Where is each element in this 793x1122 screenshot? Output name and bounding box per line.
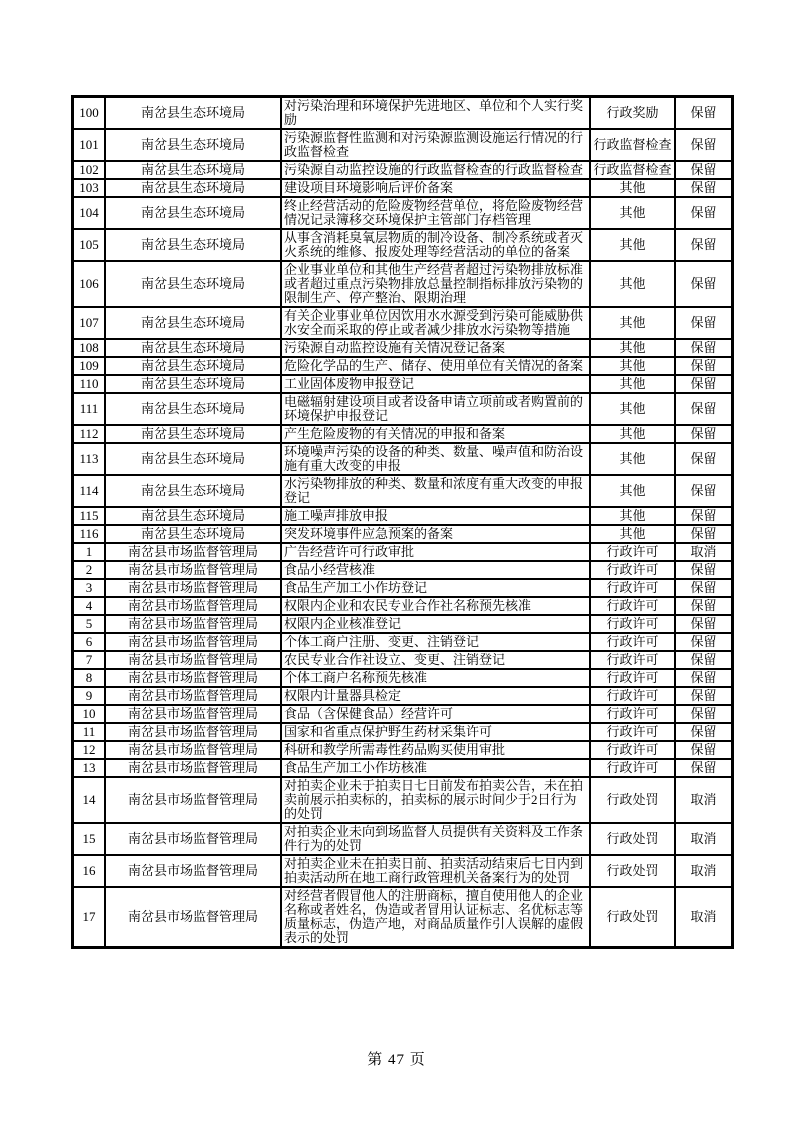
category-cell: 行政处罚	[590, 855, 675, 887]
row-number-cell: 111	[73, 393, 105, 425]
department-cell: 南岔县市场监督管理局	[105, 543, 281, 561]
table-row	[73, 669, 732, 687]
row-number-cell: 10	[73, 705, 105, 723]
table-row	[73, 375, 732, 393]
category-cell: 行政许可	[590, 561, 675, 579]
decision-cell: 保留	[675, 129, 732, 161]
row-number-cell: 2	[73, 561, 105, 579]
category-cell: 行政奖励	[590, 97, 675, 129]
category-cell: 行政许可	[590, 543, 675, 561]
item-description-cell: 产生危险废物的有关情况的申报和备案	[281, 425, 590, 443]
row-number-cell: 14	[73, 777, 105, 823]
item-description-cell: 水污染物排放的种类、数量和浓度有重大改变的申报登记	[281, 475, 590, 507]
table-body	[73, 97, 732, 947]
department-cell: 南岔县生态环境局	[105, 307, 281, 339]
decision-cell: 保留	[675, 339, 732, 357]
category-cell: 行政许可	[590, 705, 675, 723]
item-description-cell: 食品（含保健食品）经营许可	[281, 705, 590, 723]
row-number-cell: 103	[73, 179, 105, 197]
department-cell: 南岔县生态环境局	[105, 229, 281, 261]
department-cell: 南岔县市场监督管理局	[105, 777, 281, 823]
item-description-cell: 终止经营活动的危险废物经营单位，将危险废物经营情况记录簿移交环境保护主管部门存档管理	[281, 197, 590, 229]
row-number-cell: 115	[73, 507, 105, 525]
decision-cell: 保留	[675, 179, 732, 197]
item-description-cell: 企业事业单位和其他生产经营者超过污染物排放标准或者超过重点污染物排放总量控制指标排放污染物的限制生产、停产整治、限期治理	[281, 261, 590, 307]
department-cell: 南岔县生态环境局	[105, 507, 281, 525]
row-number-cell: 100	[73, 97, 105, 129]
decision-cell: 保留	[675, 597, 732, 615]
item-description-cell: 个体工商户名称预先核准	[281, 669, 590, 687]
department-cell: 南岔县生态环境局	[105, 357, 281, 375]
table-row	[73, 615, 732, 633]
table-row	[73, 179, 732, 197]
table-row	[73, 597, 732, 615]
decision-cell: 取消	[675, 823, 732, 855]
item-description-cell: 电磁辐射建设项目或者设备申请立项前或者购置前的环境保护申报登记	[281, 393, 590, 425]
table-row	[73, 161, 732, 179]
department-cell: 南岔县生态环境局	[105, 475, 281, 507]
item-description-cell: 国家和省重点保护野生药材采集许可	[281, 723, 590, 741]
page-number: 第 47 页	[367, 1052, 426, 1068]
table-row	[73, 339, 732, 357]
item-description-cell: 食品生产加工小作坊登记	[281, 579, 590, 597]
decision-cell: 保留	[675, 393, 732, 425]
table-row	[73, 777, 732, 823]
category-cell: 行政许可	[590, 669, 675, 687]
category-cell: 其他	[590, 475, 675, 507]
row-number-cell: 8	[73, 669, 105, 687]
item-description-cell: 广告经营许可行政审批	[281, 543, 590, 561]
department-cell: 南岔县市场监督管理局	[105, 579, 281, 597]
item-description-cell: 对拍卖企业未于拍卖日七日前发布拍卖公告，未在拍卖前展示拍卖标的，拍卖标的展示时间少于2日行为的处罚	[281, 777, 590, 823]
item-description-cell: 有关企业事业单位因饮用水水源受到污染可能威胁供水安全而采取的停止或者减少排放水污染物等措施	[281, 307, 590, 339]
department-cell: 南岔县市场监督管理局	[105, 887, 281, 947]
table-row	[73, 261, 732, 307]
table-row	[73, 229, 732, 261]
category-cell: 其他	[590, 339, 675, 357]
item-description-cell: 对拍卖企业未在拍卖日前、拍卖活动结束后七日内到拍卖活动所在地工商行政管理机关备案行为的处罚	[281, 855, 590, 887]
decision-cell: 保留	[675, 759, 732, 777]
item-description-cell: 科研和教学所需毒性药品购买使用审批	[281, 741, 590, 759]
decision-cell: 保留	[675, 507, 732, 525]
item-description-cell: 建设项目环境影响后评价备案	[281, 179, 590, 197]
department-cell: 南岔县生态环境局	[105, 339, 281, 357]
row-number-cell: 6	[73, 633, 105, 651]
table-row	[73, 723, 732, 741]
department-cell: 南岔县市场监督管理局	[105, 651, 281, 669]
row-number-cell: 104	[73, 197, 105, 229]
table-row	[73, 561, 732, 579]
item-description-cell: 对经营者假冒他人的注册商标，擅自使用他人的企业名称或者姓名，伪造或者冒用认证标志、名优标志等质量标志，伪造产地，对商品质量作引人误解的虚假表示的处罚	[281, 887, 590, 947]
category-cell: 行政许可	[590, 723, 675, 741]
table-row	[73, 687, 732, 705]
decision-cell: 保留	[675, 307, 732, 339]
department-cell: 南岔县生态环境局	[105, 179, 281, 197]
department-cell: 南岔县市场监督管理局	[105, 855, 281, 887]
category-cell: 其他	[590, 197, 675, 229]
decision-cell: 保留	[675, 741, 732, 759]
table-row	[73, 197, 732, 229]
category-cell: 其他	[590, 179, 675, 197]
category-cell: 行政处罚	[590, 777, 675, 823]
department-cell: 南岔县生态环境局	[105, 161, 281, 179]
item-description-cell: 施工噪声排放申报	[281, 507, 590, 525]
decision-cell: 保留	[675, 651, 732, 669]
table-row	[73, 97, 732, 129]
department-cell: 南岔县市场监督管理局	[105, 723, 281, 741]
item-description-cell: 工业固体废物申报登记	[281, 375, 590, 393]
table-row	[73, 307, 732, 339]
decision-cell: 保留	[675, 161, 732, 179]
decision-cell: 保留	[675, 669, 732, 687]
decision-cell: 保留	[675, 375, 732, 393]
table-row	[73, 129, 732, 161]
decision-cell: 保留	[675, 579, 732, 597]
row-number-cell: 105	[73, 229, 105, 261]
row-number-cell: 17	[73, 887, 105, 947]
department-cell: 南岔县生态环境局	[105, 197, 281, 229]
decision-cell: 保留	[675, 229, 732, 261]
decision-cell: 保留	[675, 357, 732, 375]
item-description-cell: 农民专业合作社设立、变更、注销登记	[281, 651, 590, 669]
department-cell: 南岔县市场监督管理局	[105, 687, 281, 705]
category-cell: 其他	[590, 229, 675, 261]
decision-cell: 保留	[675, 705, 732, 723]
table-row	[73, 443, 732, 475]
department-cell: 南岔县生态环境局	[105, 261, 281, 307]
table-row	[73, 525, 732, 543]
category-cell: 行政许可	[590, 741, 675, 759]
table-row	[73, 759, 732, 777]
category-cell: 其他	[590, 357, 675, 375]
row-number-cell: 106	[73, 261, 105, 307]
row-number-cell: 109	[73, 357, 105, 375]
category-cell: 行政许可	[590, 633, 675, 651]
row-number-cell: 116	[73, 525, 105, 543]
item-description-cell: 食品小经营核准	[281, 561, 590, 579]
decision-cell: 保留	[675, 687, 732, 705]
row-number-cell: 101	[73, 129, 105, 161]
table-row	[73, 741, 732, 759]
department-cell: 南岔县市场监督管理局	[105, 615, 281, 633]
table-row	[73, 579, 732, 597]
category-cell: 其他	[590, 443, 675, 475]
decision-cell: 取消	[675, 543, 732, 561]
decision-cell: 取消	[675, 887, 732, 947]
item-description-cell: 权限内企业和农民专业合作社名称预先核准	[281, 597, 590, 615]
category-cell: 行政许可	[590, 597, 675, 615]
item-description-cell: 食品生产加工小作坊核准	[281, 759, 590, 777]
item-description-cell: 污染源自动监控设施的行政监督检查的行政监督检查	[281, 161, 590, 179]
item-description-cell: 权限内计量器具检定	[281, 687, 590, 705]
row-number-cell: 12	[73, 741, 105, 759]
category-cell: 行政许可	[590, 579, 675, 597]
item-description-cell: 个体工商户注册、变更、注销登记	[281, 633, 590, 651]
table-row	[73, 425, 732, 443]
administrative-items-table	[71, 95, 734, 949]
decision-cell: 保留	[675, 561, 732, 579]
category-cell: 行政许可	[590, 759, 675, 777]
item-description-cell: 污染源自动监控设施有关情况登记备案	[281, 339, 590, 357]
department-cell: 南岔县市场监督管理局	[105, 759, 281, 777]
row-number-cell: 4	[73, 597, 105, 615]
row-number-cell: 3	[73, 579, 105, 597]
table-row	[73, 633, 732, 651]
row-number-cell: 15	[73, 823, 105, 855]
decision-cell: 保留	[675, 475, 732, 507]
category-cell: 其他	[590, 507, 675, 525]
department-cell: 南岔县生态环境局	[105, 525, 281, 543]
department-cell: 南岔县生态环境局	[105, 425, 281, 443]
category-cell: 行政监督检查	[590, 129, 675, 161]
category-cell: 其他	[590, 425, 675, 443]
row-number-cell: 112	[73, 425, 105, 443]
department-cell: 南岔县市场监督管理局	[105, 823, 281, 855]
category-cell: 行政处罚	[590, 823, 675, 855]
category-cell: 行政许可	[590, 687, 675, 705]
item-description-cell: 从事含消耗臭氧层物质的制冷设备、制冷系统或者灭火系统的维修、报废处理等经营活动的单位的备案	[281, 229, 590, 261]
item-description-cell: 污染源监督性监测和对污染源监测设施运行情况的行政监督检查	[281, 129, 590, 161]
department-cell: 南岔县市场监督管理局	[105, 669, 281, 687]
item-description-cell: 环境噪声污染的设备的种类、数量、噪声值和防治设施有重大改变的申报	[281, 443, 590, 475]
row-number-cell: 16	[73, 855, 105, 887]
category-cell: 行政处罚	[590, 887, 675, 947]
table-row	[73, 823, 732, 855]
department-cell: 南岔县市场监督管理局	[105, 633, 281, 651]
row-number-cell: 108	[73, 339, 105, 357]
decision-cell: 取消	[675, 777, 732, 823]
department-cell: 南岔县生态环境局	[105, 393, 281, 425]
category-cell: 其他	[590, 307, 675, 339]
decision-cell: 保留	[675, 443, 732, 475]
decision-cell: 保留	[675, 197, 732, 229]
category-cell: 其他	[590, 393, 675, 425]
department-cell: 南岔县市场监督管理局	[105, 705, 281, 723]
item-description-cell: 危险化学品的生产、储存、使用单位有关情况的备案	[281, 357, 590, 375]
row-number-cell: 11	[73, 723, 105, 741]
decision-cell: 保留	[675, 723, 732, 741]
decision-cell: 取消	[675, 855, 732, 887]
row-number-cell: 114	[73, 475, 105, 507]
decision-cell: 保留	[675, 425, 732, 443]
department-cell: 南岔县生态环境局	[105, 443, 281, 475]
department-cell: 南岔县生态环境局	[105, 129, 281, 161]
table-row	[73, 475, 732, 507]
row-number-cell: 1	[73, 543, 105, 561]
department-cell: 南岔县市场监督管理局	[105, 741, 281, 759]
table-row	[73, 651, 732, 669]
table-row	[73, 543, 732, 561]
item-description-cell: 突发环境事件应急预案的备案	[281, 525, 590, 543]
department-cell: 南岔县市场监督管理局	[105, 561, 281, 579]
table-row	[73, 357, 732, 375]
category-cell: 行政许可	[590, 615, 675, 633]
table-row	[73, 507, 732, 525]
decision-cell: 保留	[675, 97, 732, 129]
item-description-cell: 对污染治理和环境保护先进地区、单位和个人实行奖励	[281, 97, 590, 129]
category-cell: 其他	[590, 375, 675, 393]
category-cell: 其他	[590, 261, 675, 307]
category-cell: 行政监督检查	[590, 161, 675, 179]
category-cell: 行政许可	[590, 651, 675, 669]
row-number-cell: 110	[73, 375, 105, 393]
row-number-cell: 5	[73, 615, 105, 633]
decision-cell: 保留	[675, 633, 732, 651]
table-row	[73, 705, 732, 723]
row-number-cell: 113	[73, 443, 105, 475]
table-row	[73, 887, 732, 947]
decision-cell: 保留	[675, 261, 732, 307]
row-number-cell: 107	[73, 307, 105, 339]
decision-cell: 保留	[675, 615, 732, 633]
row-number-cell: 7	[73, 651, 105, 669]
item-description-cell: 权限内企业核准登记	[281, 615, 590, 633]
row-number-cell: 13	[73, 759, 105, 777]
department-cell: 南岔县生态环境局	[105, 375, 281, 393]
item-description-cell: 对拍卖企业未向到场监督人员提供有关资料及工作条件行为的处罚	[281, 823, 590, 855]
table-row	[73, 855, 732, 887]
department-cell: 南岔县生态环境局	[105, 97, 281, 129]
row-number-cell: 9	[73, 687, 105, 705]
category-cell: 其他	[590, 525, 675, 543]
department-cell: 南岔县市场监督管理局	[105, 597, 281, 615]
row-number-cell: 102	[73, 161, 105, 179]
decision-cell: 保留	[675, 525, 732, 543]
table-row	[73, 393, 732, 425]
